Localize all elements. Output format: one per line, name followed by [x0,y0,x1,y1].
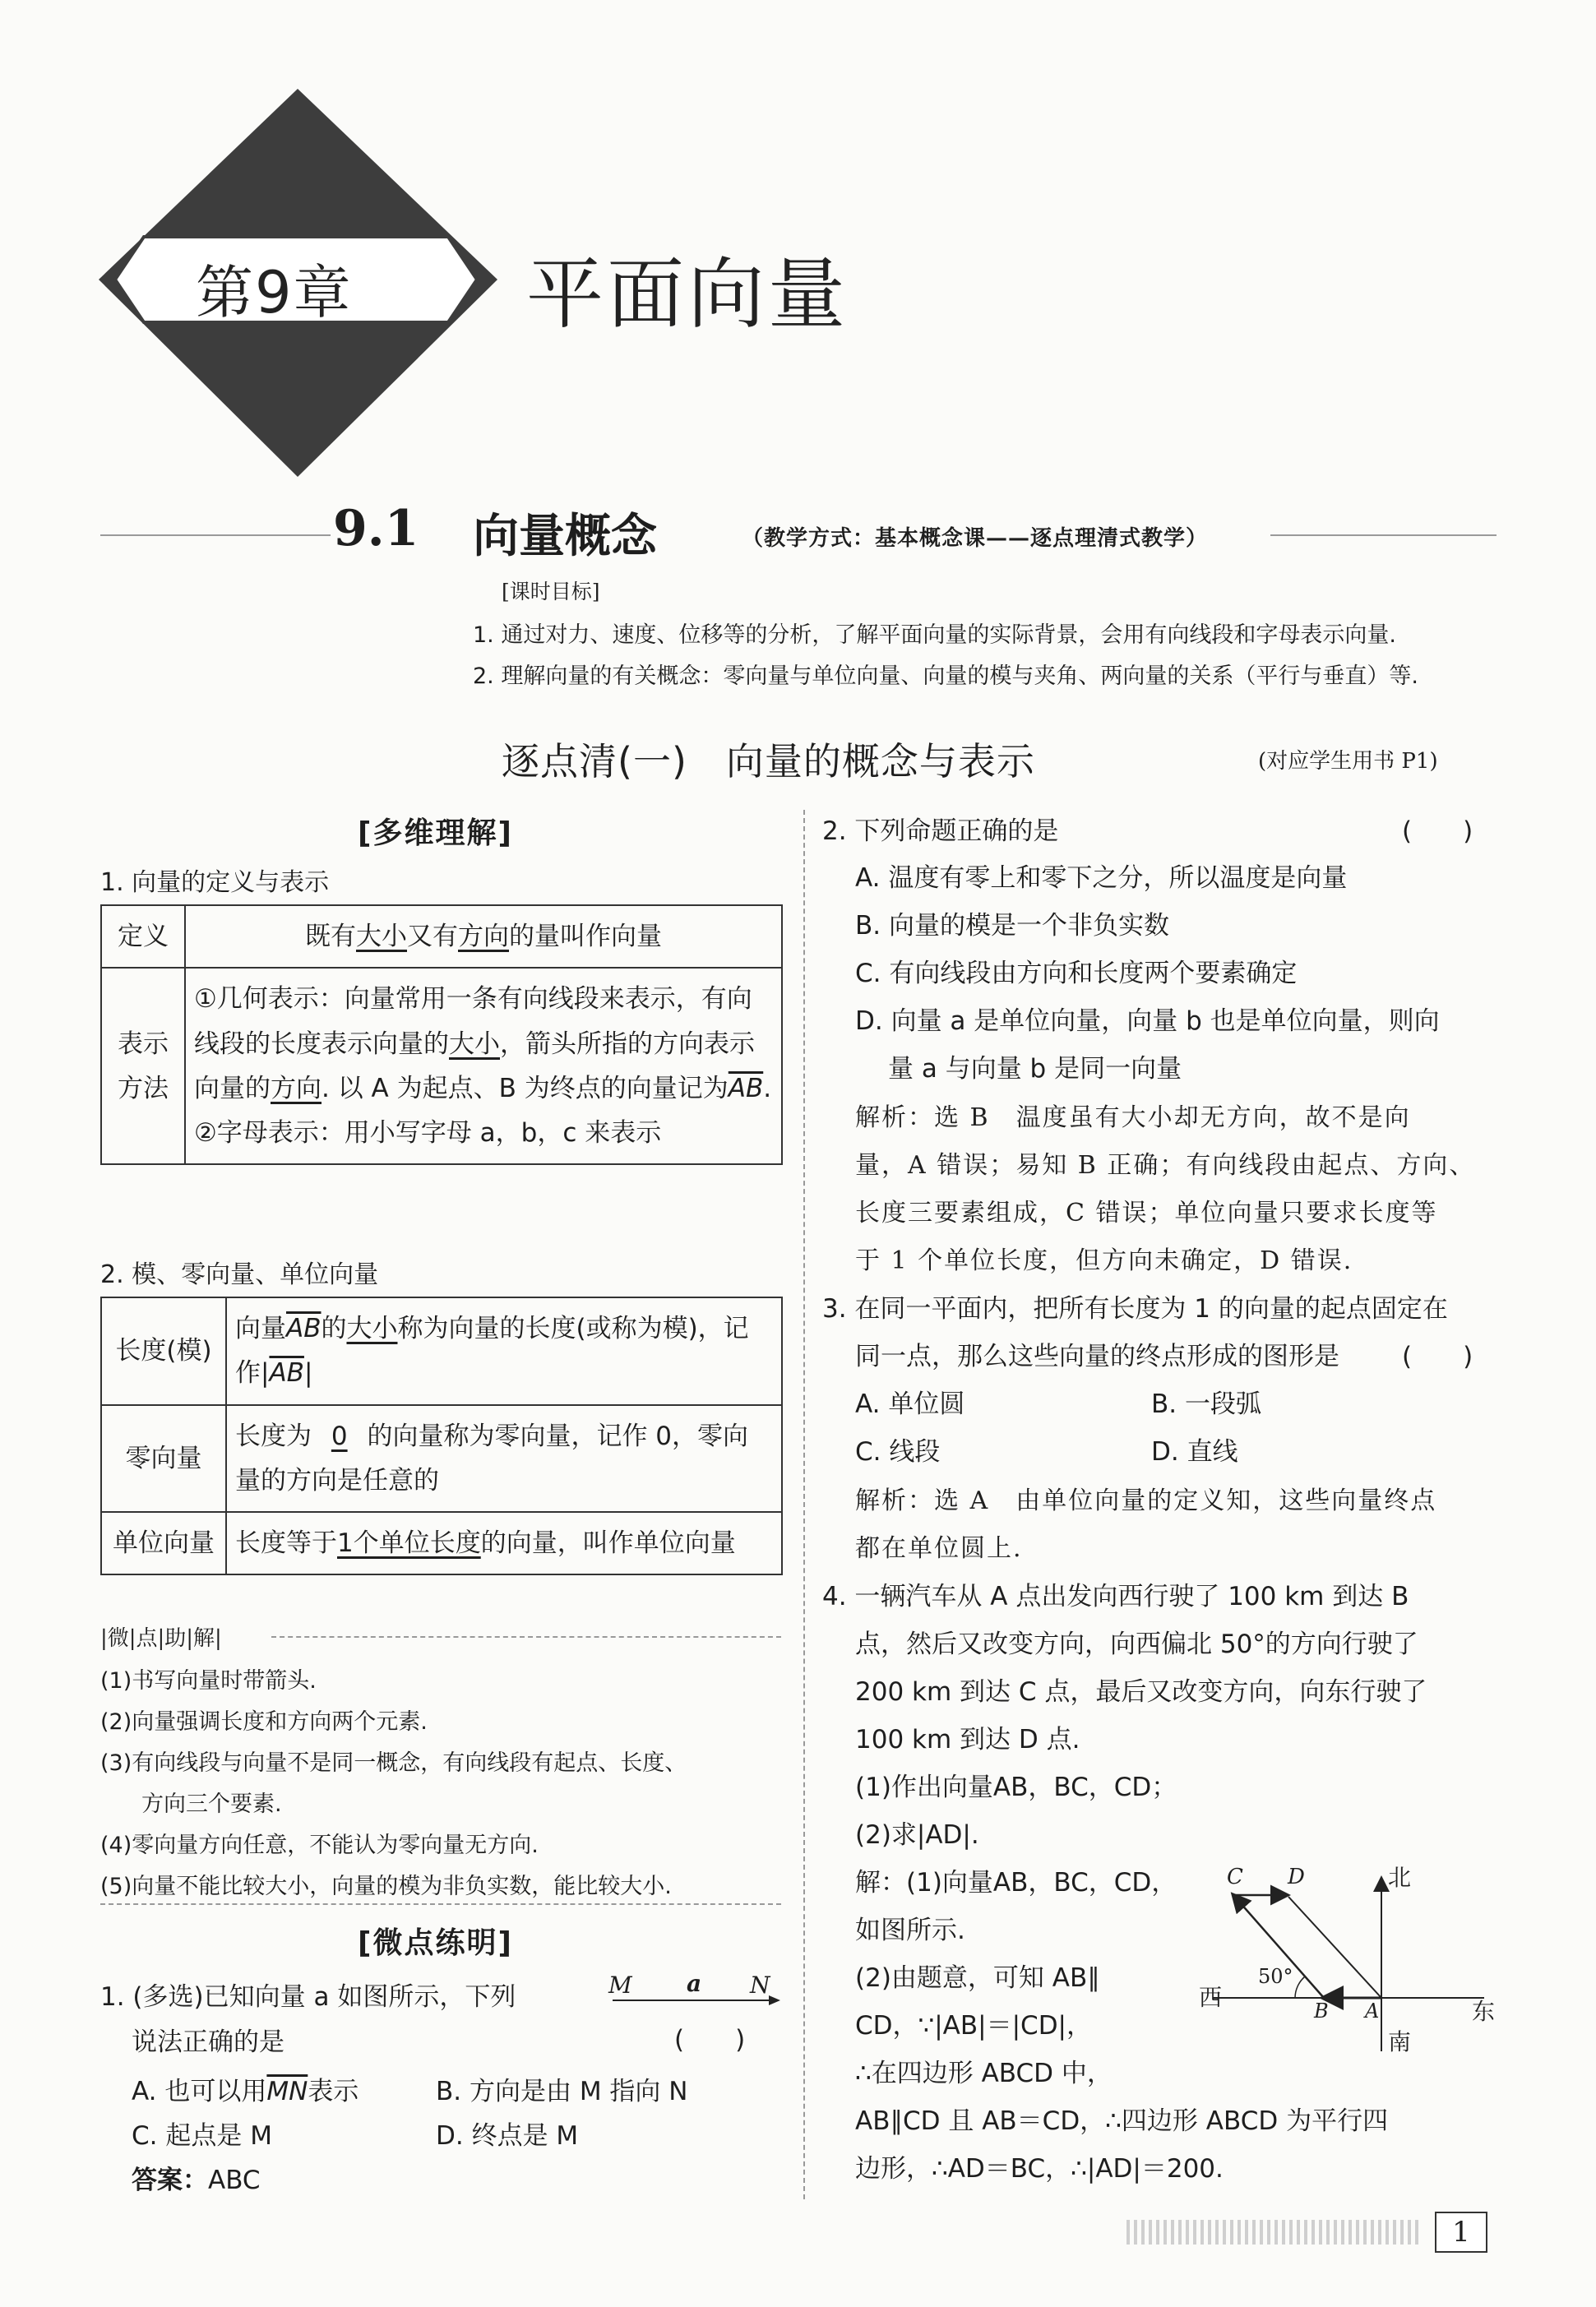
fig-point-a: A [1365,2000,1380,2023]
rep-1a: ①几何表示：向量常用一条有向线段来表示，有向线段的长度表示向量的 [194,984,752,1059]
zero-label: 零向量 [101,1405,226,1513]
tips-rule-bottom [100,1903,781,1905]
q2-paren: ( ) [1402,816,1473,846]
def-label: 定义 [101,905,185,968]
q2-option-b: B. 向量的模是一个非负实数 [855,911,1169,941]
rep-1c: ，箭头所指的方向表示向量的 [194,1029,755,1103]
fig-point-b: B [1314,2000,1329,2023]
q1-stem-2: 说法正确的是 [132,2027,285,2057]
goal-2: 2. 理解向量的有关概念：零向量与单位向量、向量的模与夹角、两向量的关系（平行与垂直）等. [473,663,1418,689]
tips-tag: |微|点|助|解| [100,1626,222,1651]
tip-1: (1)书写向量时带箭头. [100,1668,317,1694]
q2-option-c: C. 有向线段由方向和长度两个要素确定 [855,959,1298,988]
q2-option-d: D. 向量 a 是单位向量，向量 b 也是单位向量，则向 [855,1006,1440,1036]
q3-option-b: B. 一段弧 [1151,1389,1261,1419]
len-a: 向量 [235,1314,286,1343]
tip-3: (3)有向线段与向量不是同一概念，有向线段有起点、长度、 [100,1750,687,1776]
q1-paren: ( ) [674,2025,746,2055]
rep-1g: . [763,1073,772,1103]
fig-point-d: D [1288,1865,1305,1889]
len-ab: $\overline{AB}$ [286,1314,322,1343]
heading-definition: 1. 向量的定义与表示 [100,868,330,897]
zero-b: 0 [331,1421,348,1451]
unit-a: 长度等于 [235,1528,337,1558]
q2-analysis-4: 于 1 个单位长度，但方向未确定，D 错误. [855,1246,1353,1275]
chapter-label: 第9章 [196,259,353,326]
rep-1b: 大小 [449,1029,500,1059]
tip-5: (5)向量不能比较大小，向量的模为非负实数，能比较大小. [100,1874,672,1899]
len-d: 称为向量的长度(或称为模)，记作| [235,1314,749,1389]
q1-answer-label: 答案： [132,2166,208,2195]
q1-option-a-end: 表示 [308,2077,359,2106]
len-label: 长度(模) [101,1297,226,1405]
q4-stem-1: 4. 一辆汽车从 A 点出发向西行驶了 100 km 到达 B [822,1582,1409,1611]
tips-rule [271,1636,781,1638]
tip-2: (2)向量强调长度和方向两个元素. [100,1709,428,1735]
q2-analysis-2: 量，A 错误；易知 B 正确；有向线段由起点、方向、 [855,1151,1476,1180]
rep-1e: . 以 A 为起点、B 为终点的向量记为 [322,1073,729,1103]
section-rule-left [100,534,331,536]
unit-c: 的向量，叫作单位向量 [480,1528,736,1558]
fig-south: 南 [1388,2028,1412,2055]
fig-point-c: C [1227,1865,1243,1889]
q2-option-a: A. 温度有零上和零下之分，所以温度是向量 [855,863,1348,893]
q3-option-a: A. 单位圆 [855,1389,965,1419]
tip-3b: 方向三个要素. [141,1792,282,1817]
q3-analysis-2: 都在单位圆上. [855,1534,1023,1563]
q1-option-b: B. 方向是由 M 指向 N [436,2077,688,2106]
len-c: 大小 [346,1314,398,1343]
def-content [185,905,782,968]
def-a: 既有 [305,922,356,951]
q4-part-2: (2)求|AD|. [855,1820,979,1850]
zhudian-title: 逐点清(一) 向量的概念与表示 [502,739,1035,784]
textbook-ref: (对应学生用书 P1) [1258,749,1438,774]
zero-content [226,1405,782,1513]
q1-option-d: D. 终点是 M [436,2121,579,2151]
len-f: | [303,1358,313,1389]
q4-solution-2: 如图所示. [855,1916,965,1945]
zero-c: 的向量称为零向量，记作 0，零向量的方向是任意的 [235,1421,749,1496]
section-number: 9.1 [333,500,419,557]
modulus-table [100,1297,783,1575]
len-content [226,1297,782,1405]
rep-label: 表示方法 [101,968,185,1164]
unit-label: 单位向量 [101,1512,226,1574]
heading-modulus: 2. 模、零向量、单位向量 [100,1260,379,1289]
rep-2: ②字母表示：用小写字母 a，b，c 来表示 [194,1118,662,1148]
rep-1d: 方向 [271,1073,322,1103]
fig-north: 北 [1388,1864,1412,1891]
rep-content [185,968,782,1164]
fig-n-label: N [750,1972,770,1999]
fig-angle: 50° [1258,1965,1293,1988]
fig-west: 西 [1199,1984,1223,2011]
zero-a: 长度为 [235,1421,312,1451]
q4-part-1: (1)作出向量AB，BC，CD； [855,1773,1177,1802]
dwlj-title: [多维理解] [358,816,513,850]
q2-option-d-2: 量 a 与向量 b 是同一向量 [888,1054,1182,1084]
q2-analysis-1: 解析：选 B 温度虽有大小却无方向，故不是向 [855,1103,1411,1132]
q4-solution-7: 边形，∴AD＝BC，∴|AD|＝200. [855,2154,1224,2184]
q4-stem-2: 点，然后又改变方向，向西偏北 50°的方向行驶了 [855,1630,1418,1659]
unit-b: 1个单位长度 [337,1528,481,1558]
q3-stem-2: 同一点，那么这些向量的终点形成的图形是 [855,1342,1339,1371]
unit-content [226,1512,782,1574]
q3-analysis-1: 解析：选 A 由单位向量的定义知，这些向量终点 [855,1486,1437,1515]
q3-option-c: C. 线段 [855,1437,941,1467]
section-rule-right [1270,534,1497,536]
q4-solution-3: (2)由题意，可知 AB∥ [855,1963,1100,1993]
teaching-mode: （教学方式：基本概念课——逐点理清式教学） [742,526,1209,551]
q1-option-c: C. 起点是 M [132,2121,272,2151]
q1-option-a-text: A. 也可以用 [132,2077,267,2106]
q1-option-a [132,2070,359,2107]
q4-stem-4: 100 km 到达 D 点. [855,1725,1080,1755]
q4-solution-5: ∴在四边形 ABCD 中， [855,2059,1113,2088]
q4-solution-4: CD，∵|AB|＝|CD|， [855,2011,1093,2041]
page-footer-dots [1126,2220,1423,2245]
q4-stem-3: 200 km 到达 C 点，最后又改变方向，向东行驶了 [855,1677,1427,1707]
fig-east: 东 [1472,1998,1496,2025]
q3-option-d: D. 直线 [1151,1437,1238,1467]
q4-direction-figure [1196,1862,1505,2060]
section-name: 向量概念 [473,510,657,563]
page-number: 1 [1435,2212,1487,2253]
column-divider [803,810,805,2199]
q4-solution-6: AB∥CD 且 AB＝CD，∴四边形 ABCD 为平行四 [855,2106,1389,2136]
len-b: 的 [321,1314,347,1343]
definition-table [100,904,783,1165]
q2-analysis-3: 长度三要素组成，C 错误；单位向量只要求长度等 [855,1199,1438,1227]
chapter-title: 平面向量 [526,250,849,340]
fig-m-label: M [608,1972,632,1999]
def-size: 大小 [356,922,407,951]
fig-a-label: a [687,1970,702,1997]
vector-ab: $\overline{AB}$ [728,1073,764,1103]
def-e: 的量叫作向量 [509,922,662,951]
goal-1: 1. 通过对力、速度、位移等的分析，了解平面向量的实际背景，会用有向线段和字母表示向量. [473,622,1396,648]
q1-answer [132,2159,261,2196]
q1-answer-value: ABC [208,2166,261,2195]
q2-stem: 2. 下列命题正确的是 [822,816,1059,846]
def-direction: 方向 [458,922,509,951]
q3-paren: ( ) [1402,1342,1473,1371]
def-c: 又有 [407,922,458,951]
q4-solution-1: 解：(1)向量AB，BC，CD， [855,1868,1177,1898]
goals-tag: [课时目标] [502,580,600,603]
q1-option-a-mn: $\overline{MN}$ [266,2077,308,2106]
wdlm-title: [微点练明] [358,1926,513,1960]
len-e: $\overline{AB}$ [269,1358,304,1389]
q3-stem: 3. 在同一平面内，把所有长度为 1 的向量的起点固定在 [822,1294,1448,1324]
tip-4: (4)零向量方向任意，不能认为零向量无方向. [100,1833,539,1858]
q1-stem: 1. (多选)已知向量 a 如图所示，下列 [100,1982,516,2012]
